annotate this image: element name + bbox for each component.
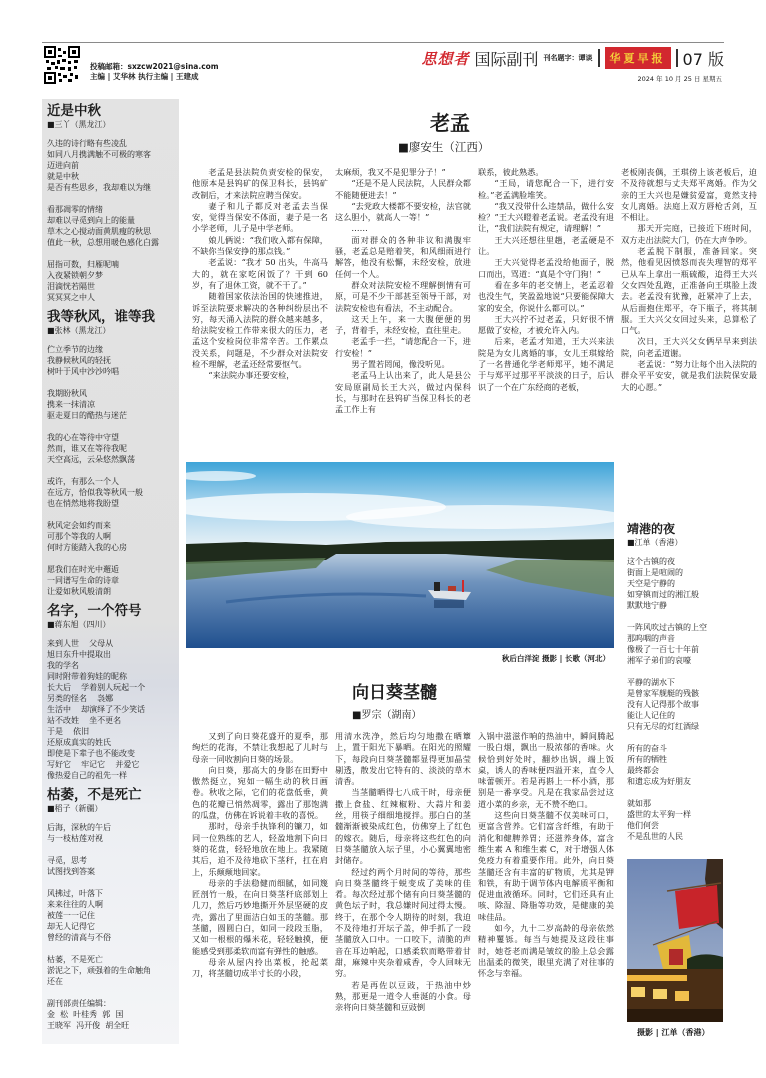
paragraph: 男子置若罔闻，像没听见。 bbox=[351, 359, 450, 370]
paragraph: 王大兴觉得老孟没给他面子，脱口而出，骂道：“真是个守门狗！” bbox=[478, 257, 614, 279]
paragraph: 老孟脱下制服，准备回家。突然，他看见因愤怒而丧失理智的郑平已从车上拿出一瓶硫酸，追得王大兴父女四处乱跑，正准备向王琪脸上泼去。老孟没有犹豫，赶紧冲了上去，从后面抱住郑平，夺下瓶子，将其制服。王大兴父女回过头来，总算松了口气。 bbox=[621, 246, 757, 336]
paragraph: 王大兴拧不过老孟，只好很不情愿做了安检，才被允许入内。 bbox=[478, 313, 614, 336]
divider bbox=[676, 49, 678, 67]
article-column bbox=[478, 167, 614, 393]
paragraph: 联系，彼此熟悉。 bbox=[478, 167, 544, 177]
lake-boat-photo[interactable] bbox=[186, 462, 614, 648]
paragraph: 太麻烦，我又不是犯罪分子！” bbox=[335, 167, 446, 177]
poem-title: 名字，一个符号 bbox=[47, 603, 142, 619]
stanza: 平静的湖水下 是曾家军舰艇的残骸 没有人记得那个故事 能让人记住的 只有无尽的灯红酒绿 bbox=[627, 678, 699, 731]
stanza: 我期盼秋风 携来一抹清凉 驱走夏日的酷热与迷茫 bbox=[47, 389, 127, 420]
poem-title: 我等秋风，谁等我 bbox=[47, 309, 155, 325]
paragraph: 如今，九十二岁高龄的母亲依然精神矍铄。每当与她提及这段往事时，她苍老而满是皱纹的脸上总会露出温柔的微笑，眼里充满了对往事的怀念与幸福。 bbox=[478, 923, 614, 979]
stanza: 一阵风吹过古镇的上空 那呜咽的声音 像极了一百七十年前 湘军子弟们的哀嚎 bbox=[627, 623, 707, 665]
stanza: 后海，深秋的午后 与一枝枯莲对视 bbox=[47, 823, 111, 843]
editors-label: 副刊部责任编辑： bbox=[47, 999, 111, 1008]
paragraph: 老板刚丧偶，王琪傍上该老板后，迫不及待就想与丈夫郑平离婚。作为父亲的王大兴也是嫌贫爱富，竟然支持女儿离婚。法庭上双方唇枪舌剑，互不相让。 bbox=[621, 167, 757, 223]
newspaper-logo: 华夏早报 bbox=[605, 47, 671, 69]
qr-code-icon[interactable] bbox=[44, 46, 80, 84]
stanza: 风拂过，叶落下 来来往往的人啊 被莲一一记住 却无人记得它 曾经的清高与不俗 bbox=[47, 889, 111, 942]
paragraph: “还是不是人民法院，人民群众都不能随便进去！” bbox=[335, 178, 471, 200]
issue-date: 2024 年 10 月 25 日 星期五 bbox=[637, 75, 722, 83]
paragraph: 后来，老孟才知道，王大兴来法院是为女儿离婚的事，女儿王琪嫁给了一名普通化学老师郑平，她不满足于与郑平过那平平淡淡的日子，后认识了一个在广东经商的老板， bbox=[478, 336, 614, 392]
article-title: 老孟 bbox=[430, 111, 470, 135]
poem bbox=[47, 103, 177, 303]
stanza: 看那凋零的情绪 却难以寻觅到向上的能量 草木之心搅动面黄肌瘦的秋思 值此一秋，总想用暖色感化白露 bbox=[47, 205, 159, 247]
stanza: 所有的奋斗 所有的牺牲 最终都会 和遗忘成为好朋友 bbox=[627, 744, 691, 786]
paragraph: 经过约两个月时间的等待，那些向日葵茎髓终于蜕变成了美味的佳肴。每次经过那个储有向日葵茎髓的黄色坛子时，我总嫌时间过得太慢。终于，在那个令人期待的时刻，我迫不及待地打开坛子盖，伸手抓了一段茎髓放入口中。一口咬下，清脆的声音在耳边响起，口感柔软而略带着甘甜，麻辣中夹杂着咸香，令人回味无穷。 bbox=[335, 866, 471, 979]
stanza: 秋风定会如约而来 可那个等我的人啊 何时方能踏入我的心房 bbox=[47, 521, 127, 552]
poem-title: 枯萎，不是死亡 bbox=[47, 787, 142, 803]
paragraph: 入锅中滋滋作响的热油中，瞬间腾起一股白烟，飘出一股浓郁的香味。火候恰到好处时，翻炒出锅，端上饭桌，诱人的香味便四溢开来，直令人味蕾顿开。若是再斟上一杯小酒，那别是一番享受。凡是在我家品尝过这道小菜的乡亲，无不赞不绝口。 bbox=[478, 731, 614, 809]
article-column bbox=[621, 167, 757, 393]
article-title: 向日葵茎髓 bbox=[352, 683, 437, 703]
paragraph: 母亲从屋内拎出菜板，抡起菜刀，将茎髓切成半寸长的小段， bbox=[192, 956, 328, 979]
brand-name: 思想者 bbox=[421, 49, 470, 68]
article-column bbox=[192, 167, 328, 382]
paragraph: 这些向日葵茎髓不仅美味可口，更富含营养。它们富含纤维，有助于消化和健脾养胃；还滋养身体，富含维生素 A 和维生素 C，对于增强人体免疫力有着重要作用。此外，向日葵茎髓还含有丰富的矿物质，尤其是钾和铁，有助于调节体内电解质平衡和促进血液循环。同时，它们还具有止咳、除湿、降脂等功效，是健康的美味佳品。 bbox=[478, 810, 614, 922]
paragraph: 若是再佐以豆豉，于热油中炒熟，那更是一道令人垂涎的小食。母亲将向日葵茎髓和豆豉倒 bbox=[335, 979, 471, 1013]
edition-number: 07 版 bbox=[682, 49, 724, 69]
header-rule bbox=[42, 42, 724, 43]
stanza: 这个古镇的夜 街面上是喧闹的 天空是宁静的 如穿镇而过的湘江般 默默地宁静 bbox=[627, 557, 699, 610]
paragraph: 那时，母亲手执锋利的镰刀，如同一位熟练的艺人，轻盈地割下向日葵的花盘，轻轻地放在地上。我紧随其后，迫不及待地砍下茎秆，扛在肩上，乐颠颠地回家。 bbox=[192, 821, 328, 877]
section-name: 国际副刊 bbox=[474, 49, 539, 69]
contact-info bbox=[90, 62, 219, 82]
poem-title: 近是中秋 bbox=[47, 103, 101, 119]
paragraph: 老孟手一拦，“请您配合一下，进行安检！” bbox=[335, 336, 471, 358]
article-column bbox=[478, 731, 614, 980]
paragraph: …… bbox=[351, 223, 368, 234]
paragraph: 王大兴还想往里趟，老孟硬是不让。 bbox=[478, 234, 614, 257]
poem bbox=[47, 309, 177, 597]
stanza: 就如那 盛世的太平狗一样 他们何尝 不是乱世的人民 bbox=[627, 799, 691, 841]
stanza: 屈指可数，归雁呢喃 入夜紧锁朝夕梦 泪滴恍若隔世 冥冥冥之中人 bbox=[47, 260, 119, 302]
divider bbox=[598, 49, 600, 67]
editors-names: 金 松 叶桂秀 郭 国 王晓军 冯开俊 胡全旺 bbox=[47, 1010, 130, 1030]
paragraph: 用清水洗净，然后均匀地撒在晒簟上，置于阳光下暴晒。在阳光的照耀下，每段向日葵茎髓都显得更加晶莹剔透，散发出它特有的、淡淡的草木清香。 bbox=[335, 731, 471, 787]
stanza: 或许，有那么一个人 在远方，恰似我等秋风一般 也在悄然地将我盼望 bbox=[47, 477, 143, 508]
stanza: 久违的诗行略有些凌乱 如同八月携满触不可极的寒客 迈进向前 就是中秋 是否有些思乡，我却难以为继 bbox=[47, 139, 151, 192]
paragraph: 老孟说：“我才 50 出头，牛高马大的，就在家吃闲饭了？干到 60 岁，有了退休工资，就不干了。” bbox=[192, 257, 328, 290]
photo-caption: 摄影 | 江单（香港） bbox=[637, 1028, 710, 1037]
paragraph: 老孟马上认出来了，此人是县公安局原副局长王大兴，做过内保科长，与那时在县钨矿当保卫科长的老孟工作上有 bbox=[335, 370, 471, 415]
stanza: 寻觅，思考 试图找到答案 bbox=[47, 856, 95, 876]
poem-author: ■稻子（新疆） bbox=[47, 804, 103, 813]
paragraph: 当茎髓晒得七八成干时，母亲便撒上食盐、红辣椒粉、大蒜片和姜丝，用筷子细细地搅拌。那白白的茎髓渐渐被染成红色，仿佛穿上了红色的嫁衣。随后，母亲将这些红色的向日葵茎髓放入坛子里，小心翼翼地密封储存。 bbox=[335, 787, 471, 866]
calligraphy-credit: 刊名题字：谭谈 bbox=[543, 54, 593, 62]
poem bbox=[47, 603, 177, 781]
poem-author: ■三丫（黑龙江） bbox=[47, 120, 111, 129]
paragraph: 群众对法院安检不理解倒情有可原，可是不少干部甚至领导干部，对法院安检也有看法，不主动配合。 bbox=[335, 279, 471, 313]
paragraph: “去党政大楼都不要安检，法官就这么胆小，就高人一等！” bbox=[335, 200, 471, 223]
paragraph: 娘儿俩说：“我们收入都有保障，不缺你当保安挣的那点钱。” bbox=[192, 234, 328, 257]
paragraph: 次日，王大兴父女俩早早来到法院，向老孟道谢。 bbox=[621, 336, 757, 358]
article-author: ■廖安生（江西） bbox=[398, 140, 490, 154]
poetry-sidebar bbox=[42, 99, 179, 1044]
article-column bbox=[335, 731, 471, 1013]
paragraph: 又到了向日葵花盛开的夏季，那绚烂的花海，不禁让我想起了儿时与母亲一同收割向日葵的场景。 bbox=[192, 731, 328, 764]
paragraph: 向日葵，那高大的身影在田野中傲然挺立，宛如一幅生动的秋日画卷。秋收之际，它们的花盘低垂，黄色的花瓣已悄然凋零，露出了那饱满的瓜盘，仿佛在诉说着丰收的喜悦。 bbox=[192, 764, 328, 821]
paragraph: “来法院办事还要安检， bbox=[208, 370, 295, 381]
poem-author: ■江单（香港） bbox=[627, 538, 683, 547]
stanza: 枯萎，不是死亡 淤泥之下，顽强着的生命触角 还在 bbox=[47, 955, 151, 986]
paragraph: 老孟说：“努力让每个出入法院的群众平平安安，就是我们法院保安最大的心愿。” bbox=[621, 359, 757, 392]
submission-email: 投稿邮箱：sxzcw2021@sina.com bbox=[90, 62, 219, 71]
photo-caption: 秋后白洋淀 摄影 | 长歌（河北） bbox=[501, 654, 610, 663]
stanza: 来到人世 父母从 旭日东升中提取出 我的学名 同时附带着狗娃的昵称 长大后 学着别人玩起一个 另类的怪名 袅娜 生活中 却演绎了不少笑话 站不改姓 坐不更名 于是 依旧 还原成真实的姓氏 即使是下辈子也不能改变 写好它 牢记它 并爱它 像热爱自己的祖先一样 bbox=[47, 639, 146, 780]
poem-title: 靖港的夜 bbox=[627, 522, 676, 536]
paragraph: “王局，请您配合一下，进行安检。”老孟满脸堆笑。 bbox=[478, 178, 614, 200]
paragraph: 母亲的手法稳健而细腻，如同篾匠剖竹一般，在向日葵茎秆底部划上几刀，然后巧妙地撕开外层坚硬的皮壳，露出了里面洁白如玉的茎髓。那茎髓，圆圆白白，如同一段段玉脂，又如一根根的爆米花，轻轻触摸，便能感受到那柔软而富有弹性的触感。 bbox=[192, 877, 328, 956]
paragraph: “我又没带什么违禁品，做什么安检？”王大兴瞪着老孟说。老孟没有退让，“我们法院有规定，请理解！” bbox=[478, 200, 614, 234]
stanza: 愿我们在时光中邂逅 一同谱写生命的诗章 让爱如秋风般清朗 bbox=[47, 565, 119, 596]
paragraph: 看在多年的老交情上，老孟忍着也没生气，笑盈盈地说“只要能保障大家的安全，你说什么都可以。” bbox=[478, 279, 614, 313]
paragraph: 面对群众的各种非议和满腹牢骚，老孟总是赔着笑，和风细雨进行解答，他没有松懈，未经安检，放进任何一个人。 bbox=[335, 234, 471, 279]
paragraph: 妻子和儿子都反对老孟去当保安，觉得当保安不体面，妻子是一名小学老师，儿子是中学老师。 bbox=[192, 200, 328, 234]
masthead bbox=[422, 44, 724, 72]
editor-credits: 主编 | 艾华林 执行主编 | 王建成 bbox=[90, 72, 199, 81]
paragraph: 老孟是县法院负责安检的保安，他原本是县钨矿的保卫科长，县钨矿改制后，才来法院应聘当保安。 bbox=[192, 167, 328, 200]
old-town-night-photo[interactable] bbox=[627, 859, 723, 1022]
poem-author: ■张林（黑龙江） bbox=[47, 326, 111, 335]
stanza: 我的心在等待中守望 然而，谁又在等待我呢 天空高远，云朵悠然飘荡 bbox=[47, 433, 135, 464]
article-column bbox=[335, 167, 471, 416]
poem bbox=[47, 787, 177, 987]
paragraph: 那天开完庭，已接近下班时间，双方走出法院大门，仍在大声争吵。 bbox=[621, 223, 757, 245]
paragraph: 随着国家依法治国的快速推进，诉至法院要求解决的各种纠纷层出不穷，每天涌入法院的群众越来越多，给法院安检工作带来很大的压力，老孟这个安检岗位非常辛苦。工作累点没关系，问题是，不少群众对法院安检不理解，老孟还经常要怄气。 bbox=[192, 291, 328, 370]
article-author: ■罗宗（湖南） bbox=[352, 710, 422, 721]
poem bbox=[627, 521, 757, 853]
paragraph: 这天上午，来一大腹便便的男子，背着手，未经安检，直往里走。 bbox=[335, 313, 471, 336]
stanza: 伫立季节的边缘 我静候秋风的轻抚 树叶于风中沙沙吟唱 bbox=[47, 345, 119, 376]
poem-author: ■蒋东旭（四川） bbox=[47, 620, 111, 629]
article-column bbox=[192, 731, 328, 980]
